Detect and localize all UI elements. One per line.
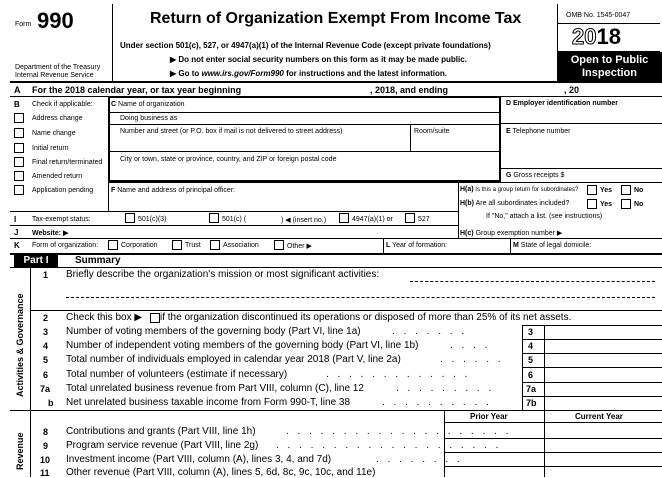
line-3-box: 3	[528, 327, 534, 337]
line-6-number: 6	[43, 370, 49, 380]
line-2-prefix: Check this box ▶	[66, 312, 143, 323]
department	[15, 64, 100, 80]
status-527-label: 527	[418, 216, 430, 223]
group-return-question: H(a) Is this a group return for subordinates?	[460, 186, 579, 193]
telephone-label: E Telephone number	[506, 128, 571, 135]
line-8-number: 8	[43, 427, 49, 437]
line-7a-leader: . . . . . . . . .	[396, 383, 495, 394]
year-formation-label: L Year of formation:	[386, 242, 448, 249]
line-5-box: 5	[528, 355, 534, 365]
form-label: Form	[15, 21, 32, 28]
form-title: Return of Organization Exempt From Income Tax	[150, 10, 522, 27]
status-4947-checkbox[interactable]	[339, 213, 349, 223]
insert-number-label: ) ◀ (insert no.)	[281, 217, 327, 224]
line-2-number: 2	[43, 313, 49, 323]
line-4-text: Number of independent voting members of the governing body (Part VI, line 1b)	[66, 340, 419, 351]
dba-label: Doing business as	[120, 115, 178, 122]
group-exemption-label: H(c) Group exemption number ▶	[460, 230, 563, 237]
omb-number: OMB No. 1545-0047	[566, 12, 631, 19]
line-a-end: , 20	[564, 85, 580, 95]
application-pending-checkbox[interactable]	[14, 185, 24, 195]
current-year-header: Current Year	[575, 412, 623, 421]
section-b-label: Check if applicable:	[32, 101, 93, 108]
corporation-checkbox[interactable]	[108, 240, 118, 250]
status-501c3-label: 501(c)(3)	[138, 216, 167, 223]
line-11-text: Other revenue (Part VIII, column (A), lines 5, 6d, 8c, 9c, 10c, and 11e)	[66, 467, 376, 478]
line-1-number: 1	[43, 270, 49, 280]
initial-return-checkbox[interactable]	[14, 143, 24, 153]
line-k-letter: K	[14, 241, 20, 250]
tax-year: 2018	[572, 24, 621, 49]
form-subtitle: Under section 501(c), 527, or 4947(a)(1) of the Internal Revenue Code (except private foundations)	[120, 41, 491, 50]
ein-label: D Employer identification number	[506, 100, 619, 107]
line-7a-text: Total unrelated business revenue from Part VIII, column (C), line 12	[66, 383, 364, 394]
organization-info-box	[108, 96, 501, 182]
line-11-number: 11	[40, 468, 50, 478]
association-checkbox[interactable]	[210, 240, 220, 250]
line-2-text: if the organization discontinued its operations or disposed of more than 25% of its net assets.	[160, 312, 572, 323]
line-9-text: Program service revenue (Part VIII, line 2g)	[66, 440, 259, 451]
subordinates-yes-checkbox[interactable]	[587, 199, 597, 209]
ssn-notice: ▶ Do not enter social security numbers on this form as it may be made public.	[170, 55, 467, 64]
line-7b-box: 7b	[526, 398, 537, 408]
subordinates-no-checkbox[interactable]	[621, 199, 631, 209]
subordinates-note: If "No," attach a list. (see instructions)	[486, 213, 603, 220]
line-5-leader: . . . . . .	[440, 354, 504, 365]
line-5-number: 5	[43, 355, 49, 365]
address-change-label: Address change	[32, 115, 83, 122]
trust-label: Trust	[185, 242, 201, 249]
line-9-number: 9	[43, 441, 49, 451]
line-10-number: 10	[40, 455, 51, 465]
status-501c3-checkbox[interactable]	[125, 213, 135, 223]
line-5-text: Total number of individuals employed in calendar year 2018 (Part V, line 2a)	[66, 354, 401, 365]
address-change-checkbox[interactable]	[14, 113, 24, 123]
line-j-letter: J	[14, 228, 19, 237]
line-10-text: Investment income (Part VIII, column (A), lines 3, 4, and 7d)	[66, 454, 332, 465]
open-to-public-inspection: Open to Public Inspection	[557, 52, 662, 81]
corporation-label: Corporation	[121, 242, 158, 249]
line-10-leader: . . . . . . . .	[376, 454, 463, 465]
org-name-label: C Name of organization	[111, 101, 185, 108]
legal-domicile-label: M State of legal domicile:	[513, 242, 592, 249]
dept-line1: Department of the Treasury	[15, 64, 101, 71]
website-label: Website: ▶	[32, 230, 69, 237]
name-change-label: Name change	[32, 130, 76, 137]
part-1-tag: Part I	[14, 255, 58, 267]
initial-return-label: Initial return	[32, 145, 69, 152]
status-527-checkbox[interactable]	[405, 213, 415, 223]
section-b-letter: B	[14, 100, 20, 109]
final-return-checkbox[interactable]	[14, 157, 24, 167]
activities-governance-label: Activities & Governance	[15, 293, 25, 397]
application-pending-label: Application pending	[32, 187, 94, 194]
amended-return-label: Amended return	[32, 173, 83, 180]
other-org-label: Other ▶	[287, 243, 312, 250]
group-return-yes-checkbox[interactable]	[587, 185, 597, 195]
line-1-text: Briefly describe the organization's mission or most significant activities:	[66, 269, 380, 280]
line-i-letter: I	[14, 215, 17, 224]
subordinates-yes-label: Yes	[600, 201, 613, 208]
line-3-leader: . . . . . . .	[392, 326, 468, 337]
line-6-box: 6	[528, 370, 534, 380]
group-return-no-checkbox[interactable]	[621, 185, 631, 195]
group-return-yes-label: Yes	[600, 187, 613, 194]
status-501c-label: 501(c) (	[222, 216, 247, 223]
line-6-text: Total number of volunteers (estimate if necessary)	[66, 369, 288, 380]
line-4-number: 4	[43, 341, 49, 351]
line-a-text: For the 2018 calendar year, or tax year beginning	[32, 85, 242, 95]
line-7b-number: b	[48, 398, 54, 408]
line-6-leader: . . . . . . . . . . . . .	[326, 369, 471, 380]
trust-checkbox[interactable]	[172, 240, 182, 250]
revenue-label: Revenue	[15, 432, 25, 470]
part-1-title: Summary	[75, 255, 121, 266]
status-501c-checkbox[interactable]	[209, 213, 219, 223]
line-4-leader: . . . .	[450, 340, 491, 351]
line-8-leader: . . . . . . . . . . . . . . . . . . . .	[286, 426, 512, 437]
room-suite-label: Room/suite	[414, 128, 450, 135]
instructions-notice: ▶ Go to www.irs.gov/Form990 for instructions and the latest information.	[170, 69, 448, 78]
association-label: Association	[223, 242, 259, 249]
line-a-mid: , 2018, and ending	[370, 85, 449, 95]
gross-receipts-label: G Gross receipts $	[506, 172, 565, 179]
line-7a-box: 7a	[526, 384, 537, 394]
city-label: City or town, state or province, country, and ZIP or foreign postal code	[120, 156, 337, 163]
final-return-label: Final return/terminated	[32, 159, 103, 166]
dept-line2: Internal Revenue Service	[15, 72, 94, 79]
line-7a-number: 7a	[40, 384, 51, 394]
name-change-checkbox[interactable]	[14, 128, 24, 138]
street-label: Number and street (or P.O. box if mail is not delivered to street address)	[120, 128, 343, 135]
amended-return-checkbox[interactable]	[14, 171, 24, 181]
prior-year-header: Prior Year	[470, 412, 508, 421]
discontinued-operations-checkbox[interactable]	[150, 313, 160, 323]
group-return-no-label: No	[634, 187, 644, 194]
form-number: 990	[37, 8, 74, 33]
subordinates-no-label: No	[634, 201, 644, 208]
line-3-number: 3	[43, 327, 49, 337]
line-9-leader: . . . . . . . . . . . . . . . . . . . .	[276, 440, 502, 451]
line-7b-leader: . . . . . . . . . .	[382, 397, 492, 408]
principal-officer-label: F Name and address of principal officer:	[111, 187, 236, 194]
line-4-box: 4	[528, 341, 534, 351]
line-a-letter: A	[14, 85, 21, 95]
subordinates-question: H(b) Are all subordinates included?	[460, 200, 570, 207]
status-4947-label: 4947(a)(1) or	[352, 216, 393, 223]
other-org-checkbox[interactable]	[274, 240, 284, 250]
line-7b-text: Net unrelated business taxable income from Form 990-T, line 38	[66, 397, 351, 408]
form-of-org-label: Form of organization:	[32, 242, 99, 249]
irs-link[interactable]: www.irs.gov/Form990	[201, 69, 284, 78]
line-3-text: Number of voting members of the governing body (Part VI, line 1a)	[66, 326, 361, 337]
tax-exempt-label: Tax-exempt status:	[32, 216, 91, 223]
line-8-text: Contributions and grants (Part VIII, line 1h)	[66, 426, 256, 437]
